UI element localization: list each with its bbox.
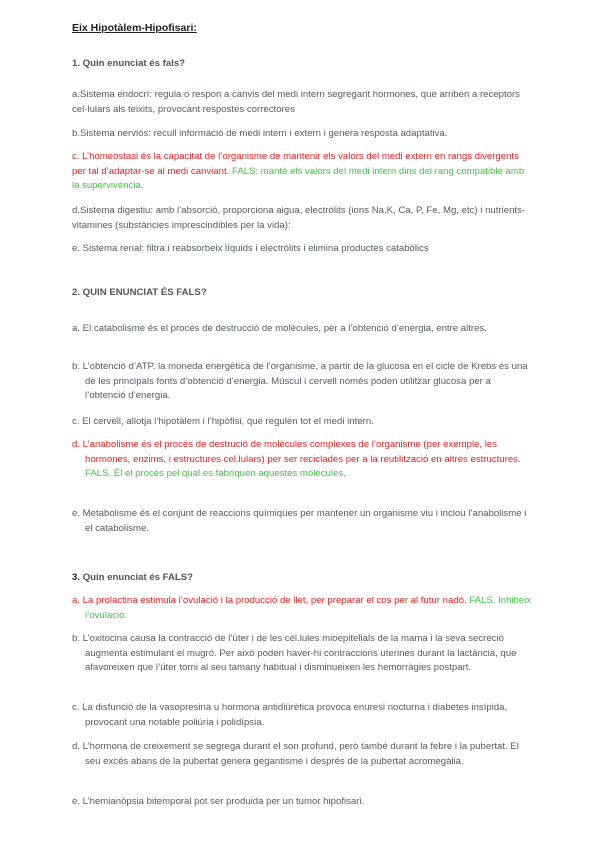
- q2-option-d-statement: d. L’anabolisme és el procés de destrució de molècules complexes de l’organisme (per exemple, les hormones, enzims, i estructures cel.lulars) per ser reciclades per a la reutilització en altres estructures.: [72, 439, 521, 465]
- q1-option-c: [72, 150, 532, 194]
- q3-option-a-answer: FALS. Inhibeix l’ovulació.: [85, 595, 532, 621]
- q1-option-a: a.Sistema endocrí: regula o respon a canvis del medi intern segregant hormones, que arriben a receptors cel·lulars als teixits, provocant respostes correctores: [72, 89, 520, 115]
- q2-option-d-answer: FALS. Él el procés pel qual es fabriquen aquestes molècules.: [85, 468, 346, 479]
- q3-option-a-statement: a. La prolactina estimula l’ovulació i la producció de llet, per preparar el cos per al futur nadó.: [72, 595, 467, 606]
- q1-option-c-statement: c. L’homeostasi és la capacitat de l’organisme de mantenir els valors del medi extern en rangs divergents per tal d’adaptar-se al medi canviant.: [72, 151, 519, 177]
- document-title: Eix Hipotàlem-Hipofisari:: [72, 22, 197, 34]
- q3-option-c: c. La disfunció de la vasopresina u hormona antidiürètica provoca enuresi nocturna i diabetes insípida, provocant una notable poliúria i polidípsia.: [72, 702, 508, 728]
- q3-option-e: e. L’hemianòpsia bitemporal pot ser produida per un tumor hipofisari.: [72, 796, 365, 807]
- q2-option-c: c. El cervell, allotja l’hipotàlem i l’hipòfisi, que regulen tot el medi intern.: [72, 416, 374, 427]
- q1-option-e: e. Sistema renal: filtra i reabsorbeix líquids i electròlits i elimina productes catabòlics: [72, 243, 429, 254]
- q1-option-d: d.Sistema digestiu: amb l’absorció, proporciona aigua, electròlits (ions Na,K, Ca, P, Fe, Mg, etc) i nutrients-vitamines (substàncies imprescindibles per la vida):: [72, 205, 526, 231]
- question-3-text: Quin enunciat és FALS?: [82, 572, 194, 583]
- q2-option-b: b. L’obtenció d’ATP, la moneda energètica de l’organisme, a partir de la glucosa en el cicle de Krebs és una de les principals fonts d’obtenció d’energia. Múscul i cervell només poden utilitzar glucosa per a l’obtenció d’energia.: [72, 361, 528, 401]
- q3-option-d: d. L’hormona de creixement se segrega durant el son profund, però també durant la febre i la pubertat. El seu excés abans de la pubertat genera gegantisme i després de la pubertat acromegàlia.: [72, 741, 519, 767]
- question-3-number: 3.: [72, 572, 81, 583]
- q2-option-d: [72, 438, 532, 482]
- q2-option-e: e. Metabolisme és el conjunt de reaccions químiques per mantener un organisme viu i inclou l’anabolisme i el catabolisme.: [72, 508, 527, 534]
- q1-option-c-answer: FALS: manté els valors del medi intern dins del rang compatible amb la supervivència.: [72, 165, 525, 191]
- q1-option-b: b.Sistema nerviós: recull informació de medi intern i extern i genera resposta adaptativa.: [72, 128, 448, 139]
- q2-option-a: a. El catabolisme és el procés de destrucció de molècules, per a l’obtenció d’energia, entre altres.: [72, 323, 487, 334]
- q3-option-a: [72, 594, 532, 623]
- question-3-heading: [72, 572, 193, 583]
- question-2-heading: 2. QUIN ENUNCIAT ÉS FALS?: [72, 287, 207, 298]
- question-1-heading: 1. Quin enunciat és fals?: [72, 58, 186, 69]
- q3-option-b: b. L’oxitocina causa la contracció de l’úter i de les cèl.lules mioepitelials de la mama i la seva secreció augmenta estimulant el mugró. Per això poden haver-hi contraccions uterines durant la lactància, que afavoreixen que l’úter torni al seu tamany habitual i disminueixen les hemorràgies postpart.: [72, 633, 517, 673]
